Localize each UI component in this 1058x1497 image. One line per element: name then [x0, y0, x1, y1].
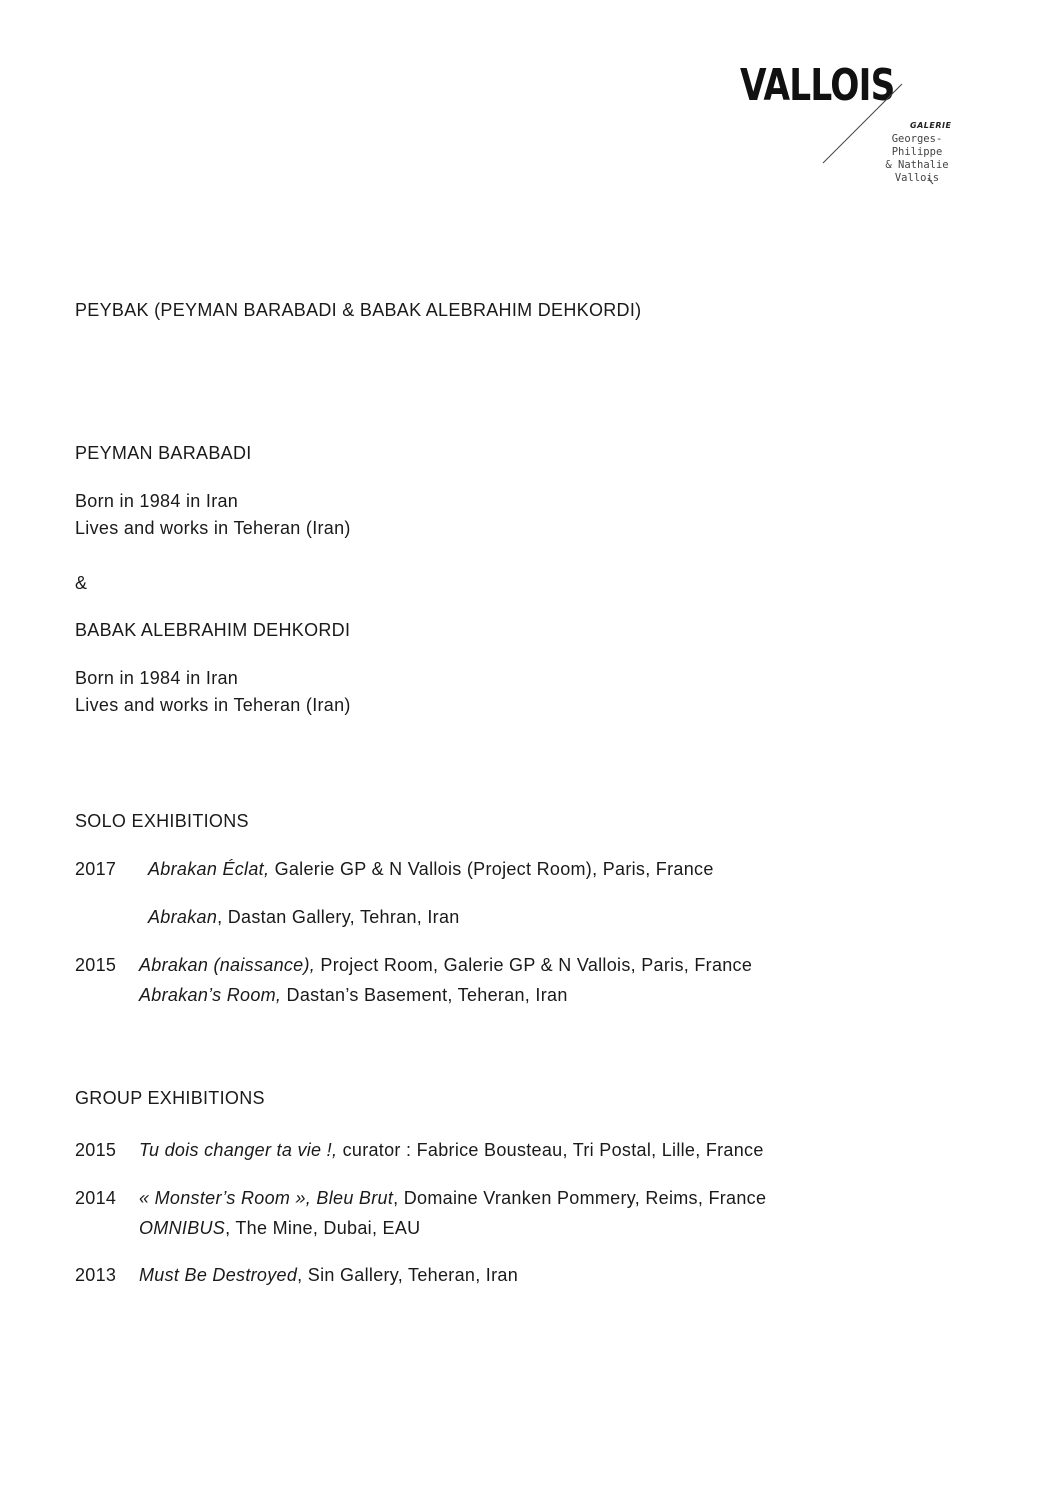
- entry-year: 2015: [75, 1140, 117, 1160]
- entry-details: Dastan’s Basement, Teheran, Iran: [281, 985, 568, 1005]
- entry-year: 2014: [75, 1188, 117, 1208]
- artist1-lives: Lives and works in Teheran (Iran): [75, 518, 351, 538]
- entry-details: curator : Fabrice Bousteau, Tri Postal, Lille, France: [337, 1140, 764, 1160]
- entry-text: [148, 905, 460, 929]
- artist2-born: Born in 1984 in Iran: [75, 668, 239, 688]
- logo-subtitle: [870, 133, 964, 185]
- entry-text: [139, 953, 752, 977]
- entry-title: Abrakan Éclat,: [148, 859, 270, 879]
- ampersand: &: [75, 573, 88, 593]
- entry-title: Must Be Destroyed: [139, 1265, 298, 1285]
- logo-wordmark: VALLOIS: [740, 60, 895, 111]
- entry-title: Abrakan (naissance),: [139, 955, 316, 975]
- artist1-name: PEYMAN BARABADI: [75, 443, 252, 463]
- entry-title: OMNIBUS: [139, 1218, 226, 1238]
- document-title: PEYBAK (PEYMAN BARABADI & BABAK ALEBRAHIM DEHKORDI): [75, 300, 642, 320]
- entry-text: [139, 1216, 420, 1240]
- entry-text: [139, 1186, 766, 1210]
- entry-title: Abrakan’s Room,: [139, 985, 282, 1005]
- artist2-lives: Lives and works in Teheran (Iran): [75, 695, 351, 715]
- entry-details: , The Mine, Dubai, EAU: [225, 1218, 421, 1238]
- logo-sub-line: & Nathalie: [885, 159, 949, 171]
- group-heading: GROUP EXHIBITIONS: [75, 1088, 265, 1108]
- entry-title: Tu dois changer ta vie !,: [139, 1140, 338, 1160]
- entry-year: 2013: [75, 1265, 117, 1285]
- solo-heading: SOLO EXHIBITIONS: [75, 811, 249, 831]
- entry-details: , Dastan Gallery, Tehran, Iran: [217, 907, 460, 927]
- logo-sub-line: Vallois: [894, 172, 940, 184]
- artist1-born: Born in 1984 in Iran: [75, 491, 239, 511]
- entry-text: [148, 857, 714, 881]
- entry-text: [139, 983, 568, 1007]
- entry-title: Abrakan: [148, 907, 218, 927]
- entry-details: Galerie GP & N Vallois (Project Room), Paris, France: [269, 859, 714, 879]
- entry-year: 2015: [75, 955, 117, 975]
- artist2-name: BABAK ALEBRAHIM DEHKORDI: [75, 620, 351, 640]
- entry-details: , Sin Gallery, Teheran, Iran: [297, 1265, 519, 1285]
- entry-text: [139, 1138, 764, 1162]
- entry-title: « Monster’s Room », Bleu Brut: [139, 1188, 394, 1208]
- logo-galerie-label: GALERIE: [910, 121, 952, 130]
- entry-text: [139, 1263, 518, 1287]
- entry-details: Project Room, Galerie GP & N Vallois, Paris, France: [315, 955, 753, 975]
- entry-year: 2017: [75, 859, 117, 879]
- logo-sub-line: Georges-Philippe: [891, 133, 943, 158]
- entry-details: , Domaine Vranken Pommery, Reims, France: [393, 1188, 767, 1208]
